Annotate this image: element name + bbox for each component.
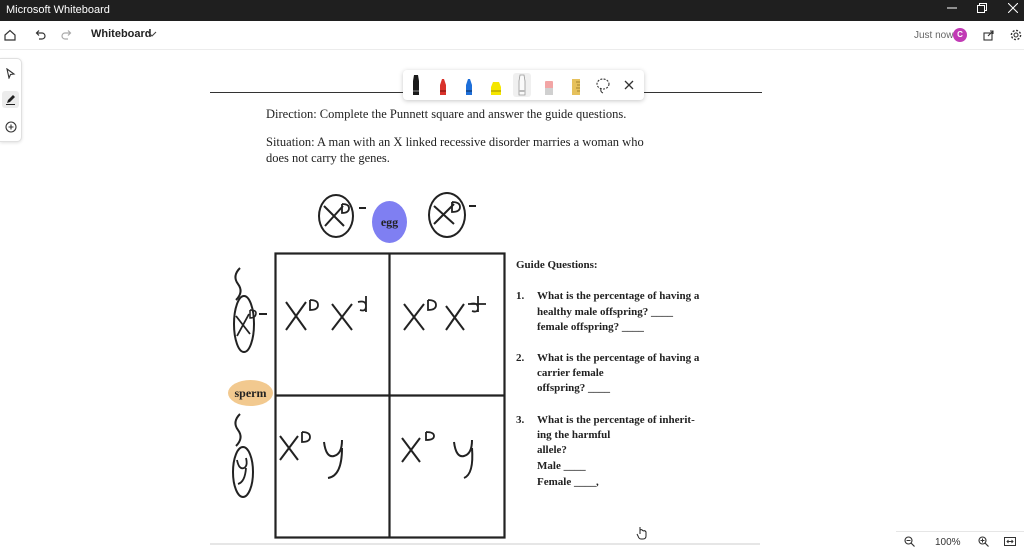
- q3-line2: ing the harmful: [537, 429, 611, 441]
- black-pen-button[interactable]: [407, 73, 425, 97]
- zoom-out-icon[interactable]: [904, 536, 915, 547]
- title-bar: [0, 0, 1024, 21]
- blue-pen-icon: [460, 73, 478, 97]
- undo-button[interactable]: [30, 26, 50, 44]
- select-tool-button[interactable]: [2, 65, 19, 82]
- canvas-scroll-indicator[interactable]: [210, 543, 760, 545]
- situation-text-line1: Situation: A man with an X linked recessive disorder marries a woman who: [266, 135, 644, 149]
- egg-allele-handwriting-left: [318, 194, 378, 238]
- red-pen-button[interactable]: [434, 73, 452, 97]
- sperm-allele-bottom-drawing: [226, 412, 276, 502]
- redo-button[interactable]: [57, 26, 77, 44]
- egg-label-badge: egg: [372, 201, 407, 243]
- home-icon: [4, 29, 16, 41]
- q3-line5: Female ____,: [537, 476, 599, 488]
- gear-icon: [1010, 29, 1022, 41]
- white-pen-button[interactable]: [513, 73, 531, 97]
- home-button[interactable]: [0, 26, 20, 44]
- minimize-button[interactable]: [936, 0, 968, 21]
- direction-text: Direction: Complete the Punnett square and answer the guide questions.: [266, 107, 627, 121]
- close-icon: [1008, 3, 1018, 13]
- ruler-icon: [567, 73, 585, 97]
- situation-text-line2: does not carry the genes.: [266, 151, 390, 165]
- zoom-level: 100%: [935, 537, 961, 548]
- zoom-in-icon[interactable]: [978, 536, 989, 547]
- ruler-button[interactable]: [567, 73, 585, 97]
- q1-line3: female offspring? ____: [537, 321, 644, 333]
- q1-line1: What is the percentage of having a: [537, 290, 700, 302]
- q3-number: 3.: [516, 414, 525, 426]
- restore-button[interactable]: [966, 0, 998, 21]
- red-pen-icon: [434, 73, 452, 97]
- pen-icon: [5, 94, 16, 105]
- user-avatar[interactable]: C: [953, 28, 967, 42]
- fit-to-screen-icon[interactable]: [1004, 536, 1016, 547]
- restore-icon: [977, 3, 987, 13]
- inking-tool-button[interactable]: [2, 91, 19, 108]
- document-top-rule-right: [644, 92, 762, 93]
- q3-line4: Male ____: [537, 460, 586, 472]
- close-toolbar-button[interactable]: [620, 73, 638, 97]
- q2-line2: carrier female: [537, 367, 604, 379]
- q3-line3: allele?: [537, 444, 567, 456]
- sperm-allele-top-drawing: [226, 266, 276, 356]
- plus-circle-icon: [5, 121, 17, 133]
- punnett-cell-1-genotype: [280, 290, 380, 338]
- white-pen-icon: [513, 73, 531, 97]
- punnett-cell-3-genotype: [276, 428, 376, 484]
- pen-toolbar: [403, 70, 644, 100]
- q1-number: 1.: [516, 290, 525, 302]
- redo-icon: [61, 29, 73, 41]
- q1-line2: healthy male offspring? ____: [537, 306, 673, 318]
- close-icon: [620, 73, 638, 97]
- add-content-button[interactable]: [2, 118, 19, 135]
- highlighter-icon: [487, 73, 505, 97]
- settings-button[interactable]: [1006, 26, 1024, 44]
- app-bar: [0, 21, 1024, 50]
- save-status: Just now: [914, 30, 954, 41]
- punnett-cell-4-genotype: [396, 428, 496, 484]
- egg-allele-handwriting-right: [428, 192, 488, 236]
- undo-icon: [34, 29, 46, 41]
- minimize-icon: [947, 3, 957, 13]
- chevron-down-icon[interactable]: [147, 29, 157, 39]
- q2-line3: offspring? ____: [537, 382, 611, 394]
- close-button[interactable]: [997, 0, 1024, 21]
- hand-cursor-icon: [636, 526, 648, 540]
- eraser-button[interactable]: [540, 73, 558, 97]
- document-top-rule-left: [210, 92, 403, 93]
- sperm-label-badge: sperm: [228, 380, 273, 406]
- share-icon: [983, 29, 995, 41]
- eraser-icon: [540, 73, 558, 97]
- window-title: Microsoft Whiteboard: [6, 4, 110, 16]
- lasso-icon: [594, 73, 612, 97]
- q2-number: 2.: [516, 352, 525, 364]
- q3-line1: What is the percentage of inherit-: [537, 414, 695, 426]
- black-pen-icon: [407, 73, 425, 97]
- guide-heading: Guide Questions:: [516, 259, 598, 271]
- board-name[interactable]: Whiteboard: [91, 28, 152, 40]
- lasso-button[interactable]: [594, 73, 612, 97]
- yellow-highlighter-button[interactable]: [487, 73, 505, 97]
- q2-line1: What is the percentage of having a: [537, 352, 700, 364]
- blue-pen-button[interactable]: [460, 73, 478, 97]
- share-button[interactable]: [979, 26, 999, 44]
- punnett-cell-2-genotype: [398, 290, 498, 338]
- pointer-icon: [5, 68, 16, 79]
- left-tool-panel: [0, 58, 22, 142]
